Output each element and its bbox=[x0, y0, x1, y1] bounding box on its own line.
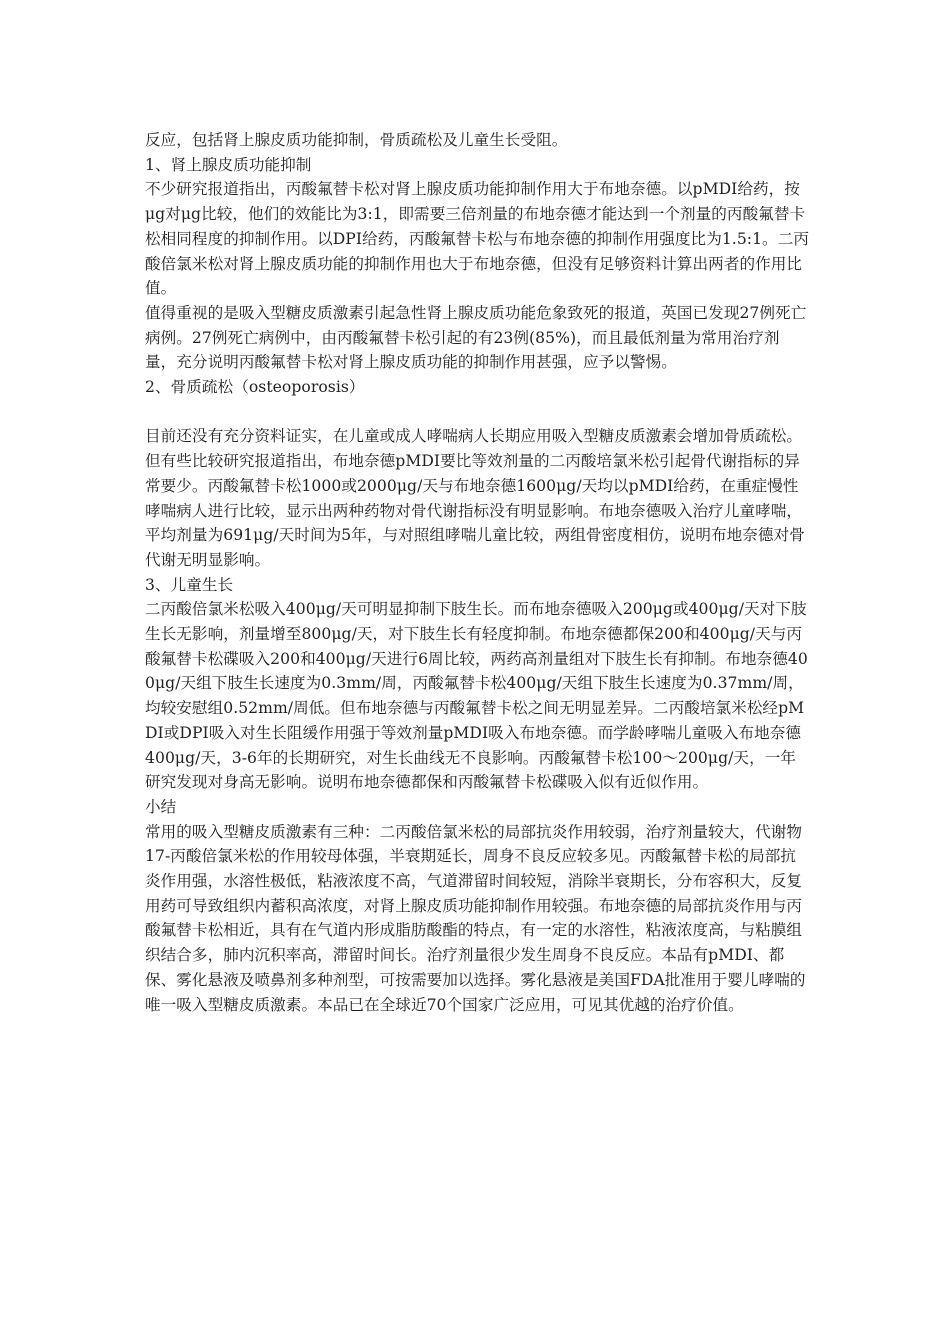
intro-paragraph: 反应，包括肾上腺皮质功能抑制，骨质疏松及儿童生长受阻。 bbox=[145, 131, 568, 149]
section-2-heading: 2、骨质疏松（osteoporosis） bbox=[145, 378, 365, 397]
summary-heading: 小结 bbox=[145, 797, 177, 816]
document-body bbox=[145, 128, 810, 1017]
section-1-paragraph-1: 不少研究报道指出，丙酸氟替卡松对肾上腺皮质功能抑制作用大于布地奈德。以pMDI给药，按μg对μg比较，他们的效能比为3:1，即需要三倍剂量的布地奈德才能达到一个剂量的丙酸氟替卡松相同程度的抑制作用。以DPI给药，丙酸氟替卡松与布地奈德的抑制作用强度比为1.5:1。二丙酸倍氯米松对肾上腺皮质功能的抑制作用也大于布地奈德，但没有足够资料计算出两者的作用比值。 bbox=[145, 180, 809, 298]
section-1-paragraph-2: 值得重视的是吸入型糖皮质激素引起急性肾上腺皮质功能危象致死的报道，英国已发现27例死亡病例。27例死亡病例中，由丙酸氟替卡松引起的有23例(85%)，而且最低剂量为常用治疗剂量，充分说明丙酸氟替卡松对肾上腺皮质功能的抑制作用甚强，应予以警惕。 bbox=[145, 303, 807, 372]
section-1-heading: 1、肾上腺皮质功能抑制 bbox=[145, 155, 312, 174]
section-3-heading: 3、儿童生长 bbox=[145, 575, 234, 594]
summary-paragraph: 常用的吸入型糖皮质激素有三种：二丙酸倍氯米松的局部抗炎作用较弱，治疗剂量较大，代谢物17-丙酸倍氯米松的作用较母体强，半衰期延长，周身不良反应较多见。丙酸氟替卡松的局部抗炎作用强，水溶性极低，粘液浓度不高，气道滞留时间较短，消除半衰期长，分布容积大，反复用药可导致组织内蓄积高浓度，对肾上腺皮质功能抑制作用较强。布地奈德的局部抗炎作用与丙酸氟替卡松相近，具有在气道内形成脂肪酸酯的特点，有一定的水溶性，粘液浓度高，与粘膜组织结合多，肺内沉积率高，滞留时间长。治疗剂量很少发生周身不良反应。本品有pMDI、都保、雾化悬液及喷鼻剂多种剂型，可按需要加以选择。雾化悬液是美国FDA批准用于婴儿哮喘的唯一吸入型糖皮质激素。本品已在全球近70个国家广泛应用，可见其优越的治疗价值。 bbox=[145, 822, 806, 1014]
section-2-paragraph: 目前还没有充分资料证实，在儿童或成人哮喘病人长期应用吸入型糖皮质激素会增加骨质疏松。但有些比较研究报道指出，布地奈德pMDI要比等效剂量的二丙酸培氯米松引起骨代谢指标的异常要少。丙酸氟替卡松1000或2000μg/天与布地奈德1600μg/天均以pMDI给药，在重症慢性哮喘病人进行比较，显示出两种药物对骨代谢指标没有明显影响。布地奈德吸入治疗儿童哮喘，平均剂量为691μg/天时间为5年，与对照组哮喘儿童比较，两组骨密度相仿，说明布地奈德对骨代谢无明显影响。 bbox=[145, 427, 805, 569]
section-2-spacer bbox=[145, 400, 810, 425]
section-3-paragraph: 二丙酸倍氯米松吸入400μg/天可明显抑制下肢生长。而布地奈德吸入200μg或400μg/天对下肢生长无影响，剂量增至800μg/天，对下肢生长有轻度抑制。布地奈德都保200和400μg/天与丙酸氟替卡松碟吸入200和400μg/天进行6周比较，两药高剂量组对下肢生长有抑制。布地奈德400μg/天组下肢生长速度为0.3mm/周，丙酸氟替卡松400μg/天组下肢生长速度为0.37mm/周，均较安慰组0.52mm/周低。但布地奈德与丙酸氟替卡松之间无明显差异。二丙酸培氯米松经pMDI或DPI吸入对生长阻缓作用强于等效剂量pMDI吸入布地奈德。而学龄哮喘儿童吸入布地奈德400μg/天，3-6年的长期研究，对生长曲线无不良影响。丙酸氟替卡松100～200μg/天，一年研究发现对身高无影响。说明布地奈德都保和丙酸氟替卡松碟吸入似有近似作用。 bbox=[145, 600, 808, 792]
